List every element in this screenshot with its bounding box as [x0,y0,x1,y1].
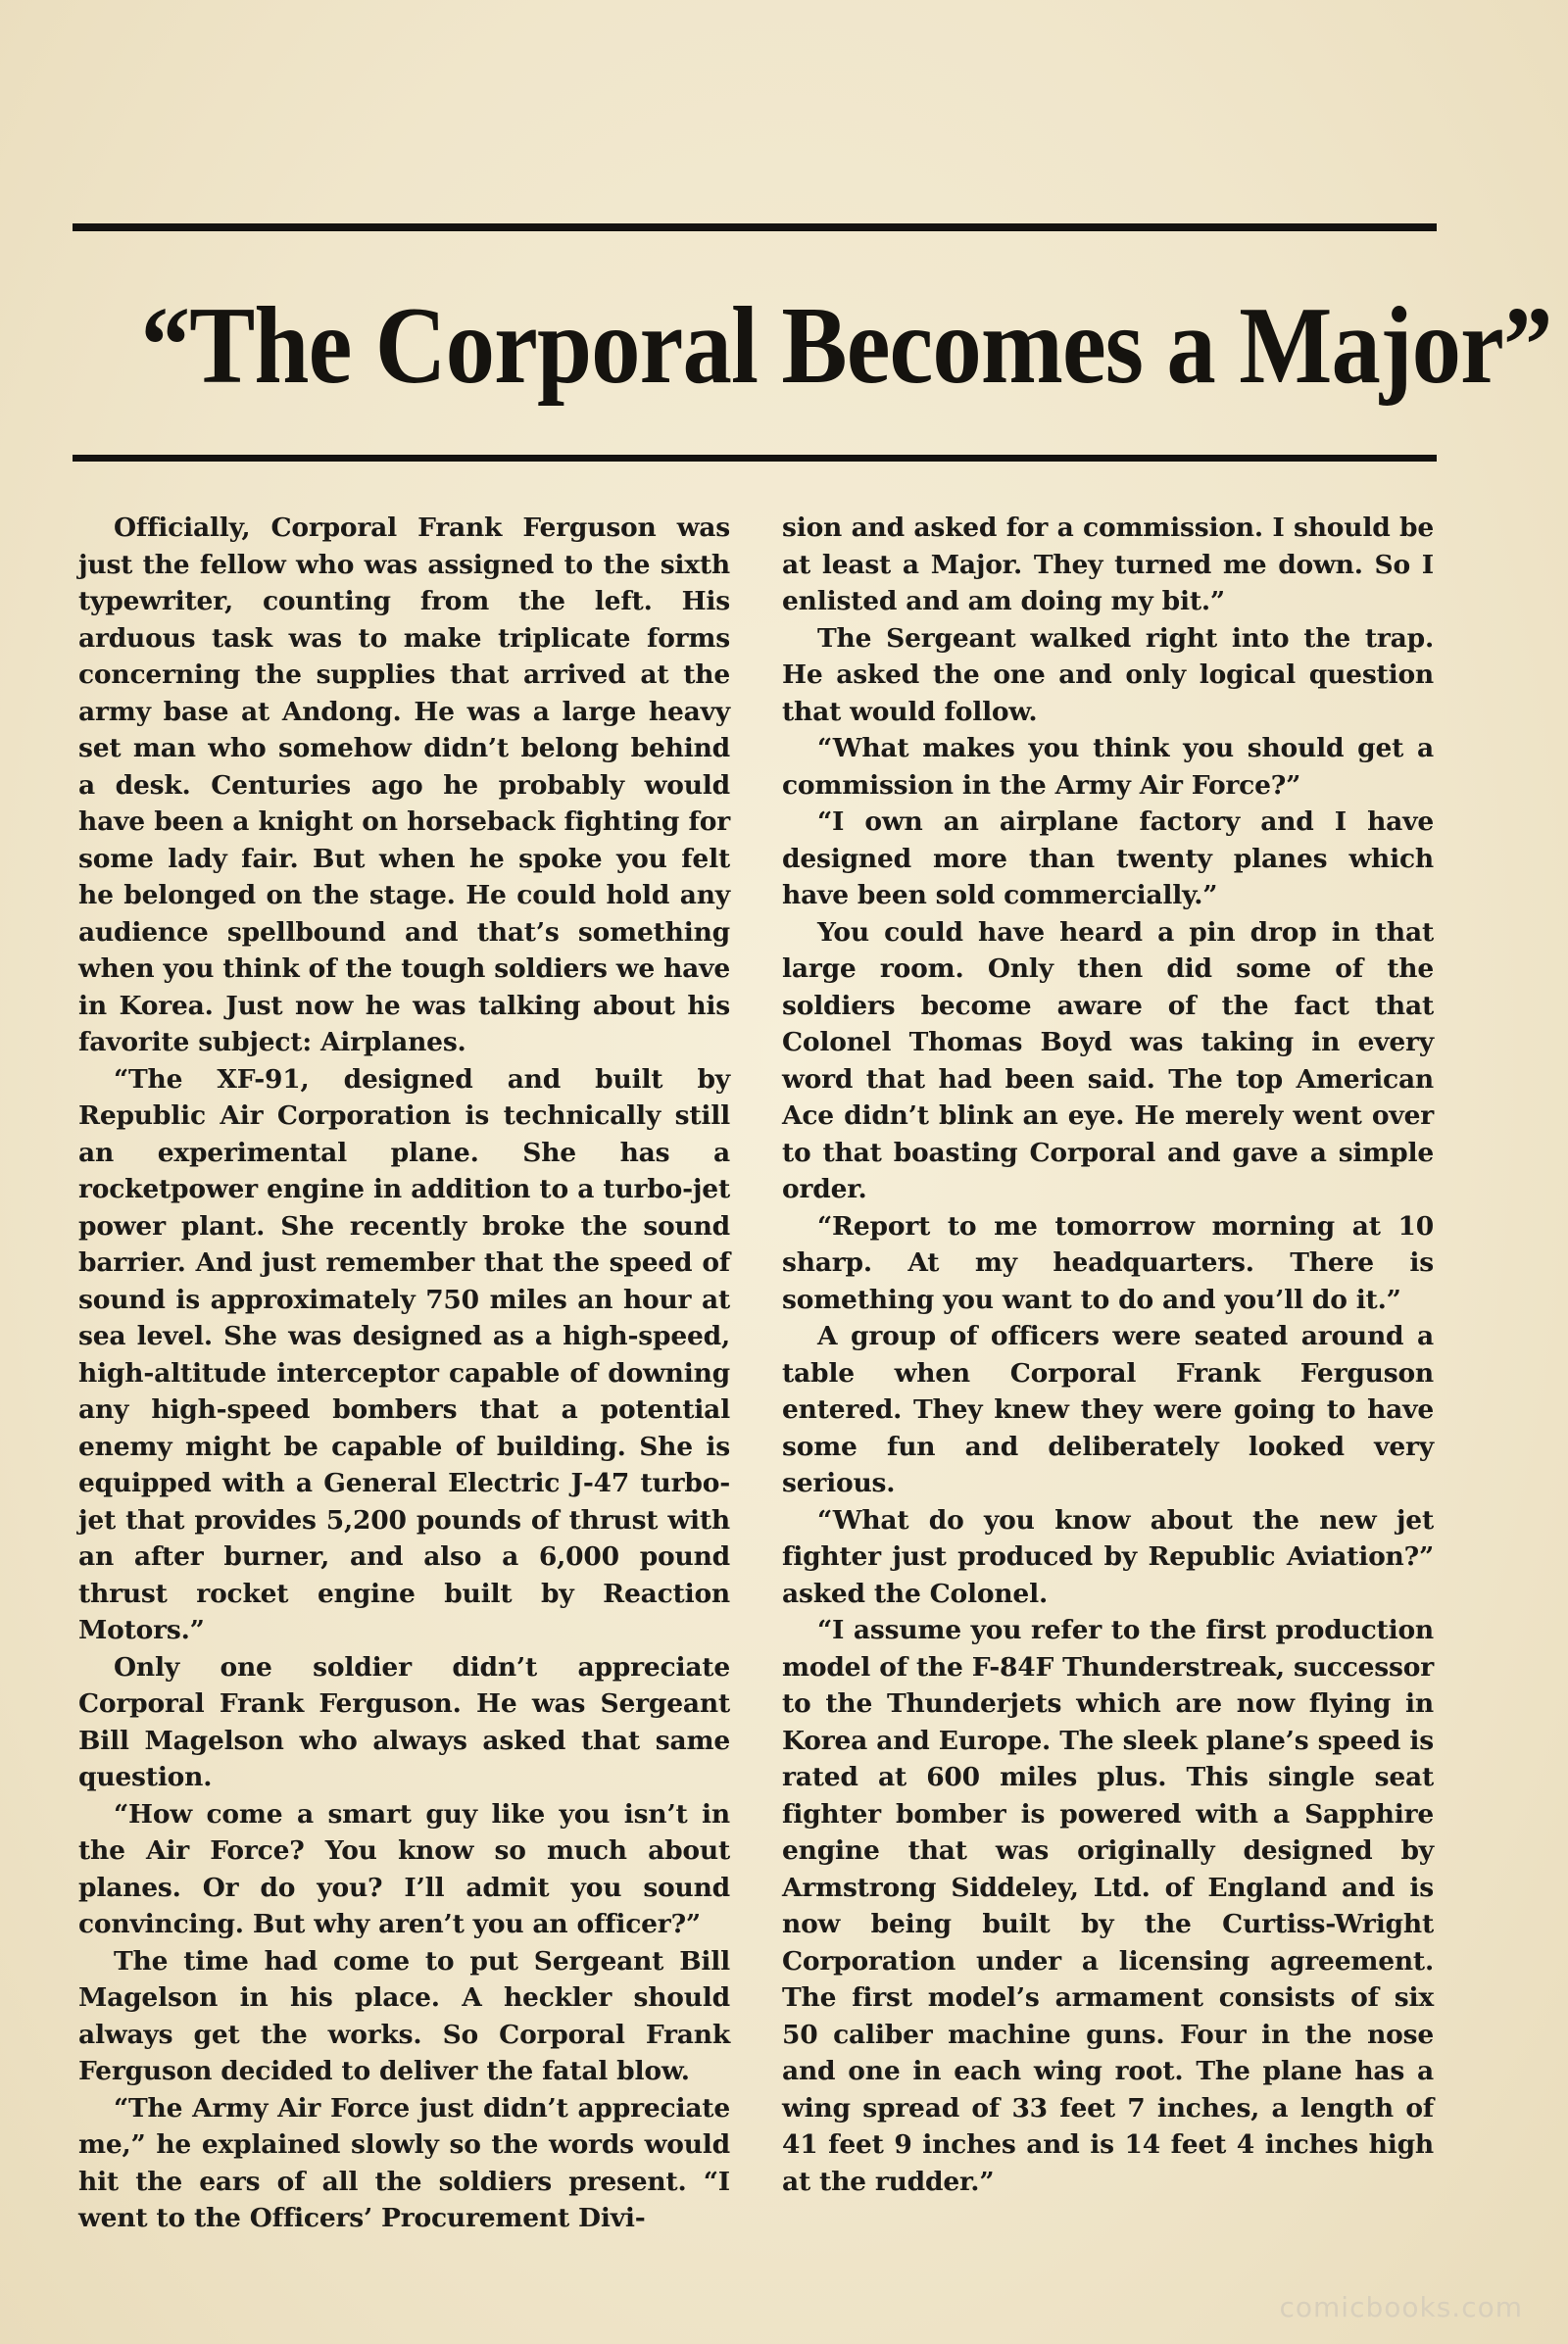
paragraph: “The Army Air Force just didn’t appreciate me,” he explained slowly so the words would hit the ears of all the soldiers present. “I went to the Officers’ Procurement Divi- [78,2092,730,2233]
paragraph: “What makes you think you should get a commission in the Army Air Force?” [782,733,1434,801]
paragraph: You could have heard a pin drop in that large room. Only then did some of the soldiers become aware of the fact that Colonel Thomas Boyd was taking in every word that had been said. The top American Ace didn’t blink an eye. He merely went over to that boasting Corporal and gave a simple order. [782,916,1434,1204]
title-bottom-rule [73,455,1437,462]
paragraph: The Sergeant walked right into the trap. He asked the one and only logical question that would follow. [782,622,1434,727]
paragraph: The time had come to put Sergeant Bill Magelson in his place. A heckler should always get the works. So Corporal Frank Ferguson decided to deliver the fatal blow. [78,1945,730,2086]
paragraph: “The XF-91, designed and built by Republic Air Corporation is technically still an experimental plane. She has a rocketpower engine in addition to a turbo-jet power plant. She recently broke the sound barrier. And just remember that the speed of sound is approximately 750 miles an hour at sea level. She was designed as a high-speed, high-altitude interceptor capable of downing any high-speed bombers that a potential enemy might be capable of building. She is equipped with a General Electric J-47 turbo-jet that provides 5,200 pounds of thrust with an after burner, and also a 6,000 pound thrust rocket engine built by Reaction Motors.” [78,1063,730,1645]
left-text-column [78,510,730,2237]
paragraph-continuation: sion and asked for a commission. I should be at least a Major. They turned me down. So I enlisted and am doing my bit.” [782,513,1434,616]
paragraph: “I own an airplane factory and I have designed more than twenty planes which have been sold commercially.” [782,806,1434,910]
title-top-rule [73,223,1437,231]
paragraph: “How come a smart guy like you isn’t in the Air Force? You know so much about planes. Or do you? I’ll admit you sound convincing. But why aren’t you an officer?” [78,1798,730,1939]
paragraph: Officially, Corporal Frank Ferguson was just the fellow who was assigned to the sixth typewriter, counting from the left. His arduous task was to make triplicate forms concerning the supplies that arrived at the army base at Andong. He was a large heavy set man who somehow didn’t belong behind a desk. Centuries ago he probably would have been a knight on horseback fighting for some lady fair. But when he spoke you felt he belonged on the stage. He could hold any audience spellbound and that’s something when you think of the tough soldiers we have in Korea. Just now he was talking about his favorite subject: Airplanes. [78,513,730,1057]
story-title: “The Corporal Becomes a Major” [140,285,1552,407]
paragraph: Only one soldier didn’t appreciate Corporal Frank Ferguson. He was Sergeant Bill Magelson who always asked that same question. [78,1651,730,1792]
paragraph: A group of officers were seated around a table when Corporal Frank Ferguson entered. They knew they were going to have some fun and deliberately looked very serious. [782,1321,1434,1498]
paragraph: “Report to me tomorrow morning at 10 sharp. At my headquarters. There is something you want to do and you’ll do it.” [782,1210,1434,1315]
site-watermark: comicbooks.com [1279,2291,1523,2323]
paragraph: “I assume you refer to the first production model of the F-84F Thunderstreak, successor to the Thunderjets which are now flying in Korea and Europe. The sleek plane’s speed is rated at 600 miles plus. This single seat fighter bomber is powered with a Sapphire engine that was originally designed by Armstrong Siddeley, Ltd. of England and is now being built by the Curtiss-Wright Corporation under a licensing agreement. The first model’s armament consists of six 50 caliber machine guns. Four in the nose and one in each wing root. The plane has a wing spread of 33 feet 7 inches, a length of 41 feet 9 inches and is 14 feet 4 inches high at the rudder.” [782,1615,1434,2197]
right-text-column [782,510,1434,2200]
paragraph: “What do you know about the new jet fighter just produced by Republic Aviation?” asked the Colonel. [782,1504,1434,1609]
